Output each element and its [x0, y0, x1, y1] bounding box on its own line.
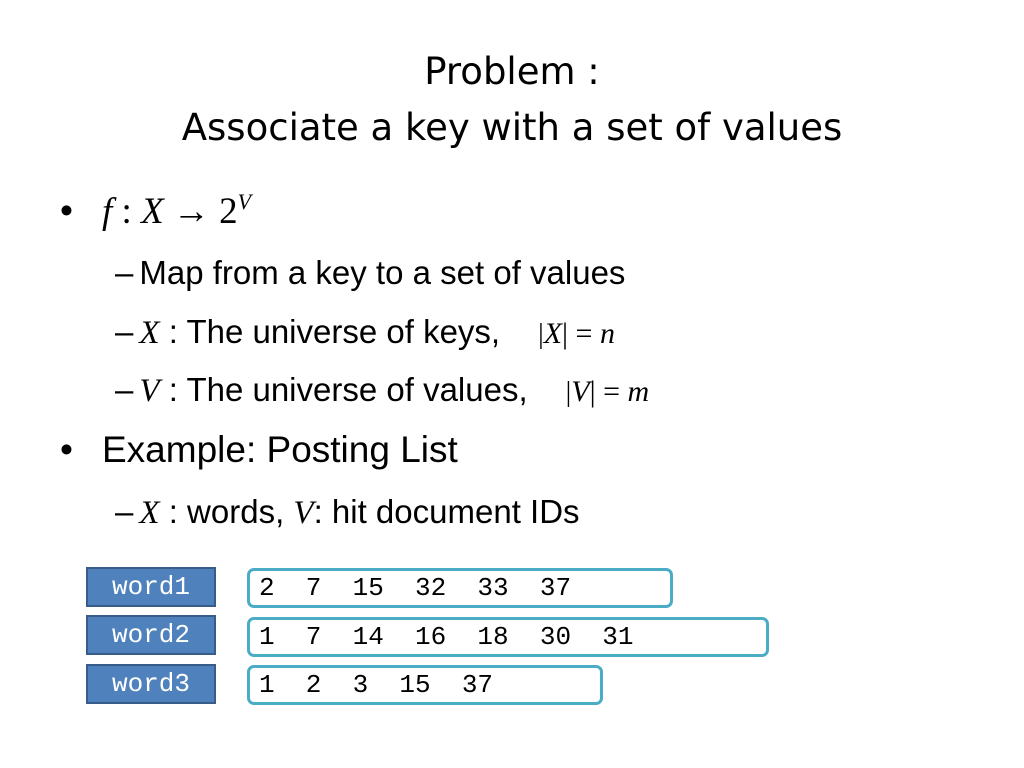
card-close: | = — [562, 317, 600, 350]
posting-list-2: 1 7 14 16 18 30 31 — [247, 617, 769, 657]
card-close: | = — [589, 375, 628, 408]
formula-arrow: → 2 — [163, 191, 238, 232]
card-var: X — [543, 317, 563, 350]
dash: – — [115, 313, 134, 350]
card-open: | — [538, 319, 544, 350]
card-var: V — [571, 375, 590, 408]
sub-bullet-text: : The universe of keys, — [159, 313, 501, 350]
word-box-1: word1 — [86, 567, 216, 607]
bullet-text: Example: Posting List — [102, 429, 458, 470]
card-open: | — [565, 377, 572, 408]
card-val: n — [599, 317, 615, 350]
sub-bullet-text: : The universe of values, — [159, 371, 528, 408]
sub-bullet-map — [115, 254, 625, 292]
var-x: X — [139, 315, 160, 351]
word-box-3: word3 — [86, 664, 216, 704]
dash: – — [115, 254, 134, 291]
dash: – — [115, 493, 134, 530]
sub-bullet-keys — [115, 313, 615, 352]
var-x: X — [139, 495, 160, 531]
posting-list-1: 2 7 15 32 33 37 — [247, 568, 673, 608]
var-v: V — [293, 495, 314, 531]
bullet-dot: • — [60, 429, 73, 470]
formula-sup-v: V — [237, 189, 252, 214]
sub-bullet-text-1: : words, — [159, 493, 294, 530]
var-v: V — [139, 373, 160, 409]
card-val: m — [627, 375, 650, 408]
sub-bullet-text-2: : hit document IDs — [313, 493, 580, 530]
title-line-2: Associate a key with a set of values — [181, 106, 843, 149]
slide-title — [0, 44, 1024, 156]
posting-list-3: 1 2 3 15 37 — [247, 665, 603, 705]
sub-bullet-text: Map from a key to a set of values — [139, 254, 626, 291]
sub-bullet-values — [115, 371, 649, 410]
formula-x: X — [141, 191, 164, 232]
bullet-dot: • — [60, 190, 73, 231]
bullet-example — [60, 429, 458, 471]
dash: – — [115, 371, 134, 408]
word-box-2: word2 — [86, 615, 216, 655]
formula-colon: : — [112, 191, 142, 232]
sub-bullet-posting — [115, 493, 580, 532]
bullet-formula — [60, 190, 251, 233]
formula-f: f — [102, 191, 113, 232]
title-line-1: Problem : — [424, 50, 600, 93]
